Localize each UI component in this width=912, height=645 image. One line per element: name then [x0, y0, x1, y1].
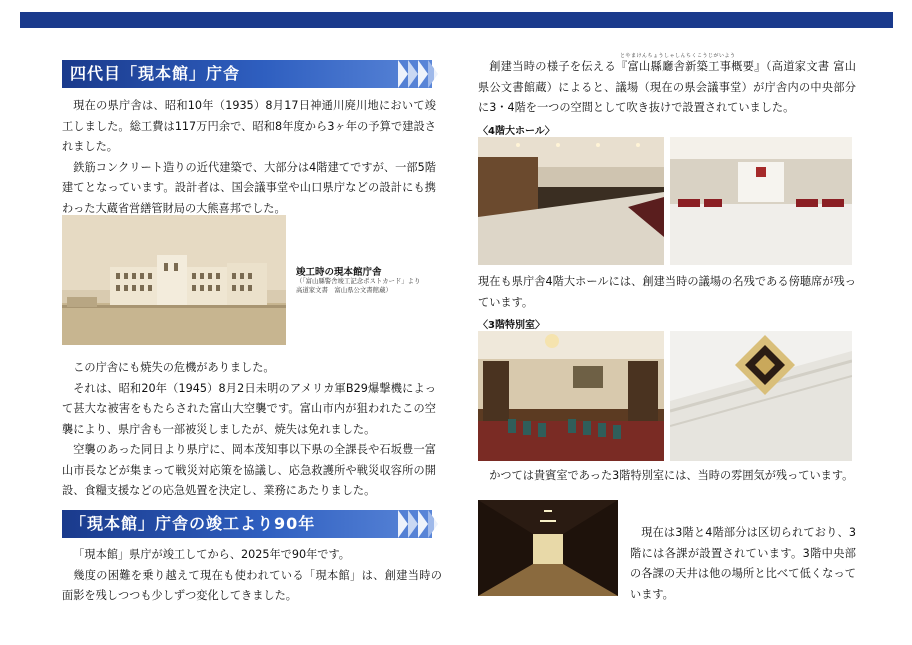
top-banner-bar	[20, 12, 893, 28]
body-paragraph: この庁舎にも焼失の危機がありました。	[73, 361, 275, 374]
right-intro	[478, 57, 856, 119]
body-paragraph: 「現本館」県庁が竣工してから、2025年で90年です。	[73, 548, 350, 561]
label-3f-special-room: 〈3階特別室〉	[478, 320, 545, 331]
historic-building-photo	[62, 215, 286, 345]
section-heading-90-years	[62, 510, 432, 538]
section-heading-text: 「現本館」庁舎の竣工より90年	[70, 514, 316, 533]
title-furigana: とやまけんちょうしゃしんちくこうじがいよう	[620, 53, 736, 59]
body-paragraph: 鉄筋コンクリート造りの近代建築で、大部分は4階建てですが、一部5階建てとなっています。設計者は、国会議事堂や山口県庁などの設計にも携わった大蔵省営繕管財局の大熊喜邦でした。	[62, 160, 436, 215]
photo-3f-corridor	[478, 500, 618, 596]
triangle-pattern-icon	[398, 510, 444, 538]
photo-caption-source: （「富山縣警舎竣工記念ポストカード」より	[296, 277, 421, 285]
body-paragraph: かつては貴賓室であった3階特別室には、当時の雰囲気が残っています。	[489, 469, 854, 482]
photo-4f-hall-left	[478, 137, 664, 265]
photo-3f-ceiling	[670, 331, 852, 461]
section2-body	[62, 545, 442, 607]
photo-caption-title: 竣工時の現本館庁舎	[296, 267, 382, 278]
body-paragraph: 空襲のあった同日より県庁に、岡本茂知事以下県の全課長や石坂豊一富山市長などが集まって戦災対応策を協議し、応急救護所や戦災収容所の開設、食糧支援などの応急処置を決定し、業務にあたりました。	[62, 443, 436, 497]
body-paragraph: 幾度の困難を乗り越えて現在も使われている「現本館」は、創建当時の面影を残しつつも少しずつ変化してきました。	[62, 568, 442, 602]
body-paragraph: 現在の県庁舎は、昭和10年（1935）8月17日神通川廃川地において竣工しました。総工費は117万円余で、昭和8年度から3ヶ年の予算で建設されました。	[62, 99, 436, 153]
photo-4f-hall-right	[670, 137, 852, 265]
body-paragraph: それは、昭和20年（1945）8月2日未明のアメリカ軍B29爆撃機によって甚大な被害をもたらされた富山大空襲です。富山市内が狙われたこの空襲により、県庁舎も一部被災しましたが、焼失は免れました。	[62, 381, 436, 436]
section-heading-current-main-building	[62, 60, 432, 88]
body-paragraph: 創建当時の様子を伝える『富山縣廳舎新築工事概要』（高道家文書 富山県公文書館蔵）によると、議場（現在の県会議事堂）が庁舎内の中央部分に3・4階を一つの空間として吹き抜けで設置されていました。	[478, 60, 856, 114]
triangle-pattern-icon	[398, 60, 444, 88]
body-paragraph: 現在は3階と4階部分は区切られており、3階には各課が設置されています。3階中央部の各課の天井は他の場所と比べて低くなっています。	[630, 526, 856, 601]
corridor-caption	[630, 523, 856, 605]
special-room-caption	[478, 466, 856, 487]
section-heading-text: 四代目「現本館」庁舎	[70, 64, 241, 83]
photo-3f-special-room	[478, 331, 664, 461]
hall-caption	[478, 272, 856, 313]
photo-caption-source: 高道家文書 富山県公文書館蔵）	[296, 286, 392, 294]
label-4f-hall: 〈4階大ホール〉	[478, 126, 555, 137]
body-paragraph: 現在も県庁舎4階大ホールには、創建当時の議場の名残である傍聴席が残っています。	[478, 275, 856, 309]
section1-body	[62, 96, 436, 219]
section1-body-air-raid	[62, 358, 436, 502]
